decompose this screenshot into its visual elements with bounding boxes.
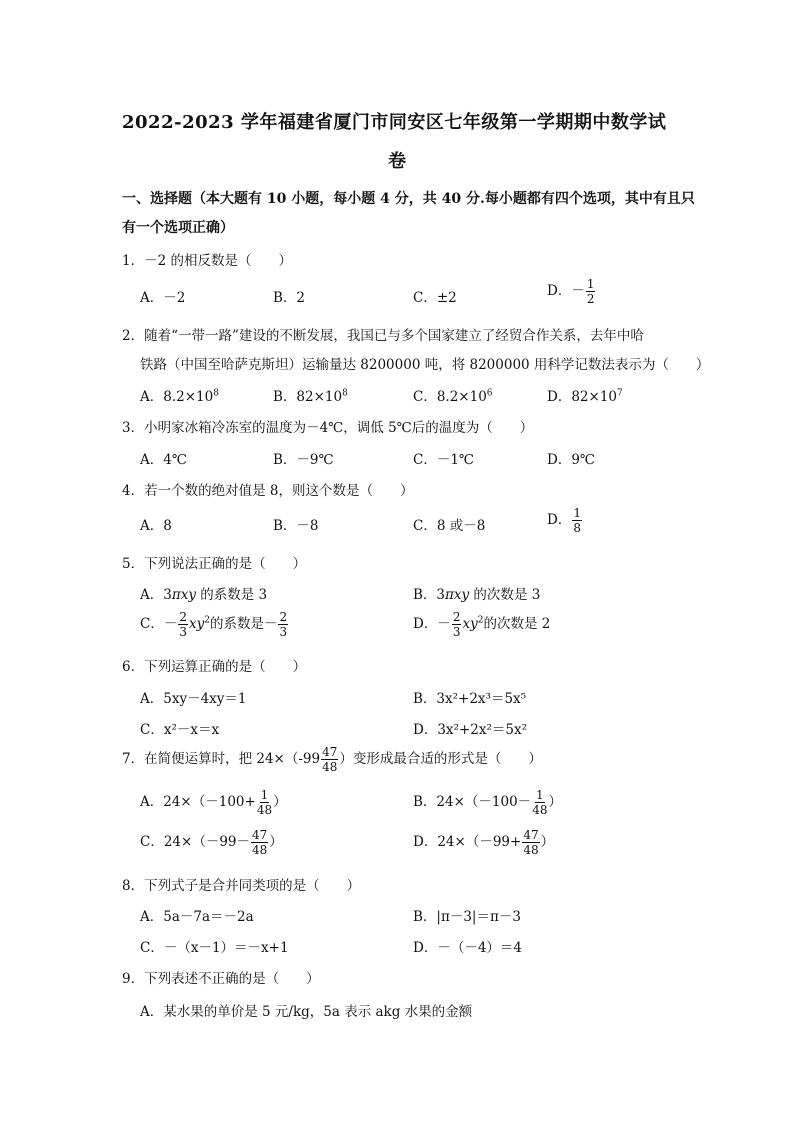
question-6-option-a: A．5xy－4xy＝1 — [140, 691, 247, 707]
question-4-option-a: A．8 — [140, 518, 172, 534]
section-header-line2: 有一个选项正确） — [122, 220, 234, 236]
question-2-option-b: B．$82\times 10^8$ — [273, 388, 348, 405]
question-9-option-a: A．某水果的单价是 5 元/kg，5a 表示 akg 水果的金额 — [140, 1004, 473, 1020]
question-6-option-b: B．3x²+2x³＝5x⁵ — [413, 691, 527, 707]
question-1-stem: 1．－2 的相反数是（ ） — [122, 253, 292, 269]
question-3-option-c: C．－1℃ — [413, 452, 475, 468]
question-3-stem: 3．小明家冰箱冷冻室的温度为－4℃，调低 5℃后的温度为（ ） — [122, 420, 534, 436]
question-5-option-d: D．－ $\frac{2}{3}$ $xy^2$的次数是 2 — [413, 610, 551, 639]
question-4-stem: 4．若一个数的绝对值是 8，则这个数是（ ） — [122, 483, 414, 499]
question-3-option-a: A．4℃ — [140, 452, 187, 468]
question-7-option-a: A．24×（－100+ $\frac{1}{48}$ ） — [140, 788, 287, 817]
question-8-option-b: B．|π－3|＝π－3 — [413, 909, 521, 925]
question-7-option-d: D．24×（－99+ $\frac{47}{48}$ ） — [413, 828, 555, 857]
question-2-stem-line2: 铁路（中国至哈萨克斯坦）运输量达 8200000 吨，将 8200000 用科学记数法表示为（ ） — [140, 357, 710, 373]
page-title-line2: 卷 — [388, 151, 407, 172]
question-5-option-a: A．3πxy 的系数是 3 — [140, 587, 268, 603]
question-5-option-b: B．3πxy 的次数是 3 — [413, 587, 541, 603]
question-5-stem: 5．下列说法正确的是（ ） — [122, 556, 307, 572]
question-9-stem: 9．下列表述不正确的是（ ） — [122, 971, 320, 987]
question-7-option-b: B．24×（－100－ $\frac{1}{48}$ ） — [413, 788, 562, 817]
page-title-line1: 2022-2023 学年福建省厦门市同安区七年级第一学期期中数学试 — [122, 112, 667, 133]
question-2-option-d: D．$82\times 10^7$ — [547, 388, 623, 405]
question-1-option-c: C．±2 — [413, 290, 457, 306]
question-7-stem: 7．在简便运算时，把 24×（-99 $\frac{47}{48}$ ）变形成最合适的形式是（ ） — [122, 745, 542, 774]
question-5-option-c: C．－ $\frac{2}{3}$ $xy^2$的系数是－ $\frac{2}{3}$ — [140, 610, 288, 639]
question-3-option-b: B．－9℃ — [273, 452, 334, 468]
question-8-option-a: A．5a－7a＝－2a — [140, 909, 254, 925]
question-1-option-b: B．2 — [273, 290, 306, 306]
question-1-option-a: A．－2 — [140, 290, 186, 306]
question-2-option-c: C．$8.2\times 10^6$ — [413, 388, 493, 405]
question-6-option-c: C．x²－x＝x — [140, 722, 220, 738]
question-1-option-d: D．－ $\frac{1}{2}$ — [547, 277, 595, 306]
question-2-stem-line1: 2．随着“一带一路”建设的不断发展，我国已与多个国家建立了经贸合作关系，去年中哈 — [122, 328, 644, 344]
question-8-option-d: D．－（－4）＝4 — [413, 940, 523, 956]
question-8-option-c: C．－（x－1）＝－x+1 — [140, 940, 289, 956]
question-4-option-d: D． $\frac{1}{8}$ — [547, 506, 581, 535]
question-7-option-c: C．24×（－99－ $\frac{47}{48}$ ） — [140, 828, 283, 857]
question-6-stem: 6．下列运算正确的是（ ） — [122, 659, 307, 675]
question-6-option-d: D．3x²+2x²＝5x² — [413, 722, 527, 738]
question-2-option-a: A．$8.2\times 10^8$ — [140, 388, 219, 405]
question-4-option-c: C．8 或－8 — [413, 518, 486, 534]
question-4-option-b: B．－8 — [273, 518, 319, 534]
question-3-option-d: D．9℃ — [547, 452, 596, 468]
section-header-line1: 一、选择题（本大题有 10 小题，每小题 4 分，共 40 分.每小题都有四个选项，其中有且只 — [122, 191, 695, 207]
question-8-stem: 8．下列式子是合并同类项的是（ ） — [122, 878, 361, 894]
